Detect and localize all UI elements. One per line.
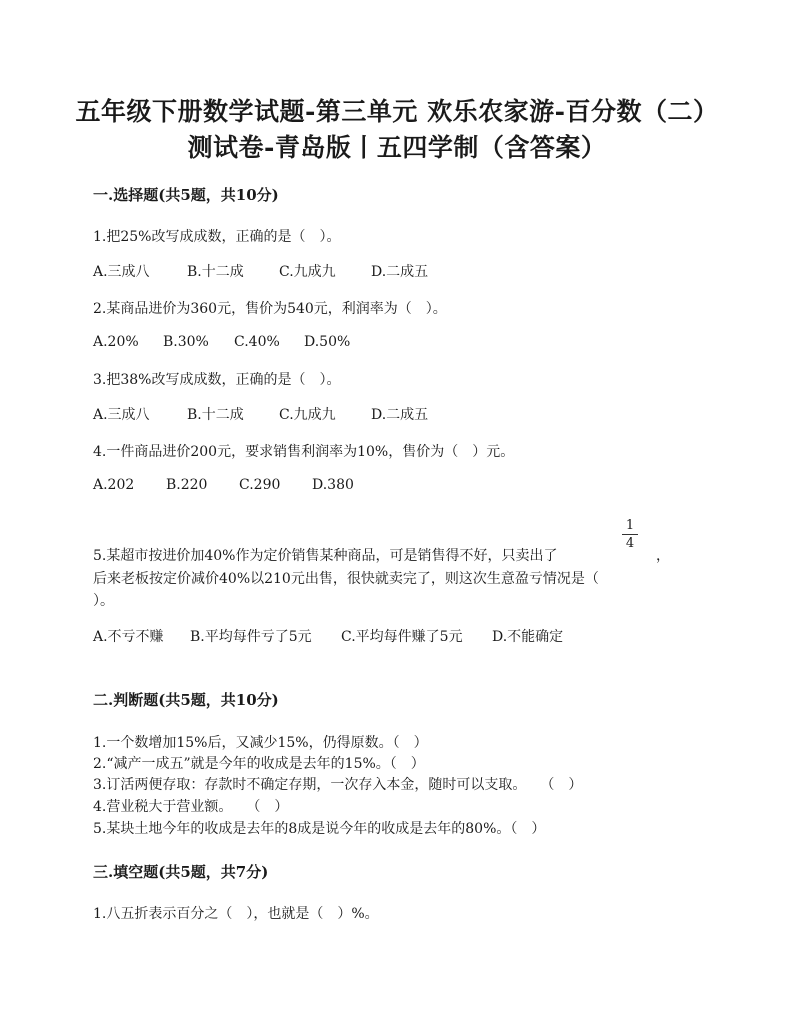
question-fill-blank-1: 1.八五折表示百分之（ ），也就是（ ）%。 [93, 906, 379, 922]
option-d: D.不能确定 [492, 629, 564, 645]
fraction-denominator: 4 [625, 536, 635, 551]
option-b: B.30% [163, 334, 209, 350]
options-choice-3 [93, 404, 428, 424]
question-choice-3: 3.把38%改写成成数，正确的是（ ）。 [93, 372, 341, 388]
question-judgement-5: 5.某块土地今年的收成是去年的8成是说今年的收成是去年的80%。（ ） [93, 821, 546, 837]
option-b: B.平均每件亏了5元 [190, 629, 312, 645]
options-choice-4 [93, 477, 354, 493]
question-judgement-2: 2.“减产一成五”就是今年的收成是去年的15%。（ ） [93, 756, 425, 772]
section-heading-fill-blank: 三.填空题(共5题，共7分) [93, 863, 269, 881]
fraction-bar [622, 534, 638, 535]
question-judgement-3: 3.订活两便存取：存款时不确定存期，一次存入本金，随时可以支取。 （ ） [93, 777, 583, 793]
document-title-line-2: 测试卷-青岛版丨五四学制（含答案） [187, 133, 607, 162]
question-judgement-1: 1.一个数增加15%后，又减少15%，仍得原数。（ ） [93, 735, 428, 751]
question-choice-5-line-1: 5.某超市按进价加40%作为定价销售某种商品，可是销售得不好，只卖出了 [93, 548, 558, 564]
section-heading-judgement: 二.判断题(共5题，共10分) [93, 691, 279, 709]
option-a: A.20% [93, 334, 139, 350]
option-b: B.十二成 [187, 407, 244, 423]
options-choice-1 [93, 261, 428, 281]
options-choice-2 [93, 334, 350, 350]
question-choice-5-comma: ， [656, 548, 670, 564]
option-a: A.202 [93, 477, 135, 493]
fraction-numerator: 1 [625, 518, 635, 533]
question-choice-2: 2.某商品进价为360元，售价为540元，利润率为（ ）。 [93, 301, 447, 317]
option-d: D.50% [304, 334, 351, 350]
question-choice-5-line-3: ）。 [93, 593, 114, 609]
option-c: C.九成九 [279, 264, 336, 280]
options-choice-5 [93, 626, 563, 646]
question-choice-5-line-2: 后来老板按定价减价40%以210元出售，很快就卖完了，则这次生意盈亏情况是（ [93, 571, 599, 587]
option-a: A.三成八 [93, 264, 150, 280]
option-d: D.380 [312, 477, 354, 493]
question-choice-4: 4.一件商品进价200元，要求销售利润率为10%，售价为（ ）元。 [93, 444, 515, 460]
document-title-line-1: 五年级下册数学试题-第三单元 欢乐农家游-百分数（二） [75, 97, 719, 126]
option-c: C.40% [234, 334, 280, 350]
fraction-one-quarter [622, 518, 638, 551]
question-judgement-4: 4.营业税大于营业额。 （ ） [93, 799, 289, 815]
option-c: C.九成九 [279, 407, 336, 423]
option-d: D.二成五 [371, 264, 429, 280]
option-d: D.二成五 [371, 407, 429, 423]
option-a: A.不亏不赚 [93, 629, 164, 645]
section-heading-choice: 一.选择题(共5题，共10分) [93, 186, 279, 204]
option-b: B.十二成 [187, 264, 244, 280]
option-a: A.三成八 [93, 407, 150, 423]
option-b: B.220 [166, 477, 208, 493]
question-choice-1: 1.把25%改写成成数，正确的是（ ）。 [93, 229, 341, 245]
option-c: C.290 [239, 477, 281, 493]
option-c: C.平均每件赚了5元 [341, 629, 463, 645]
